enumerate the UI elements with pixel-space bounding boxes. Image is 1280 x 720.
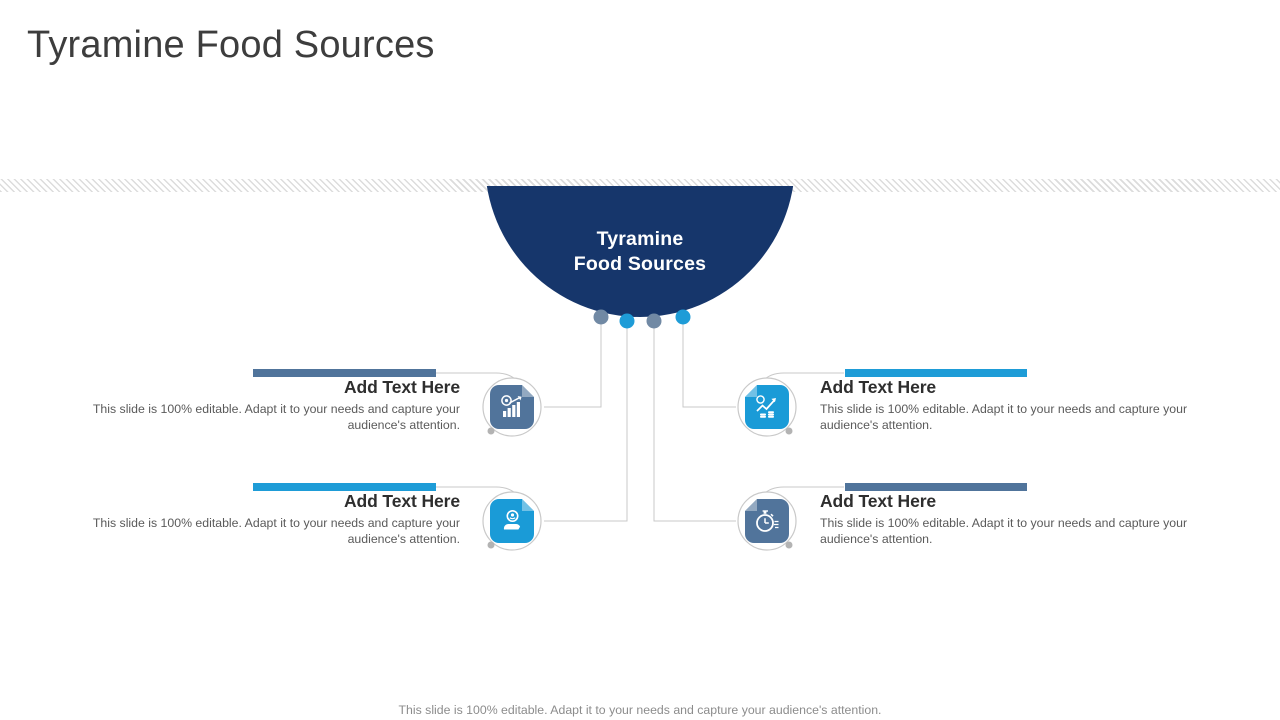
hand-coin-icon	[499, 508, 525, 534]
accent-bar-bottom-right	[845, 483, 1027, 491]
icon-tile-bottom-right	[745, 499, 789, 543]
center-circle-label	[0, 227, 1280, 277]
item-body: This slide is 100% editable. Adapt it to your needs and capture your audience's attention.	[92, 402, 460, 432]
accent-bar-top-left	[253, 369, 436, 377]
icon-tile-top-right	[745, 385, 789, 429]
item-body: This slide is 100% editable. Adapt it to your needs and capture your audience's attention.	[92, 516, 460, 546]
item-body: This slide is 100% editable. Adapt it to your needs and capture your audience's attention.	[820, 516, 1188, 546]
page-title: Tyramine Food Sources	[27, 24, 435, 66]
placeholder-item-bottom-right	[820, 491, 1192, 547]
item-heading[interactable]: Add Text Here	[343, 491, 460, 511]
icon-tile-bottom-left	[490, 499, 534, 543]
center-circle-label-line2: Food Sources	[573, 253, 707, 275]
placeholder-item-top-right	[820, 377, 1192, 433]
stopwatch-icon	[754, 508, 780, 534]
item-heading[interactable]: Add Text Here	[343, 377, 460, 397]
accent-bar-top-right	[845, 369, 1027, 377]
item-heading[interactable]: Add Text Here	[820, 377, 937, 397]
icon-tile-top-left	[490, 385, 534, 429]
item-heading[interactable]: Add Text Here	[820, 491, 937, 511]
profit-chart-coins-icon	[754, 394, 780, 420]
footer-text: This slide is 100% editable. Adapt it to your needs and capture your audience's attention.	[398, 703, 882, 717]
center-circle-label-line1: Tyramine	[596, 228, 684, 250]
item-body: This slide is 100% editable. Adapt it to your needs and capture your audience's attention.	[820, 402, 1188, 432]
placeholder-item-top-left	[88, 377, 460, 433]
placeholder-item-bottom-left	[88, 491, 460, 547]
accent-bar-bottom-left	[253, 483, 436, 491]
growth-bars-target-icon	[499, 394, 525, 420]
